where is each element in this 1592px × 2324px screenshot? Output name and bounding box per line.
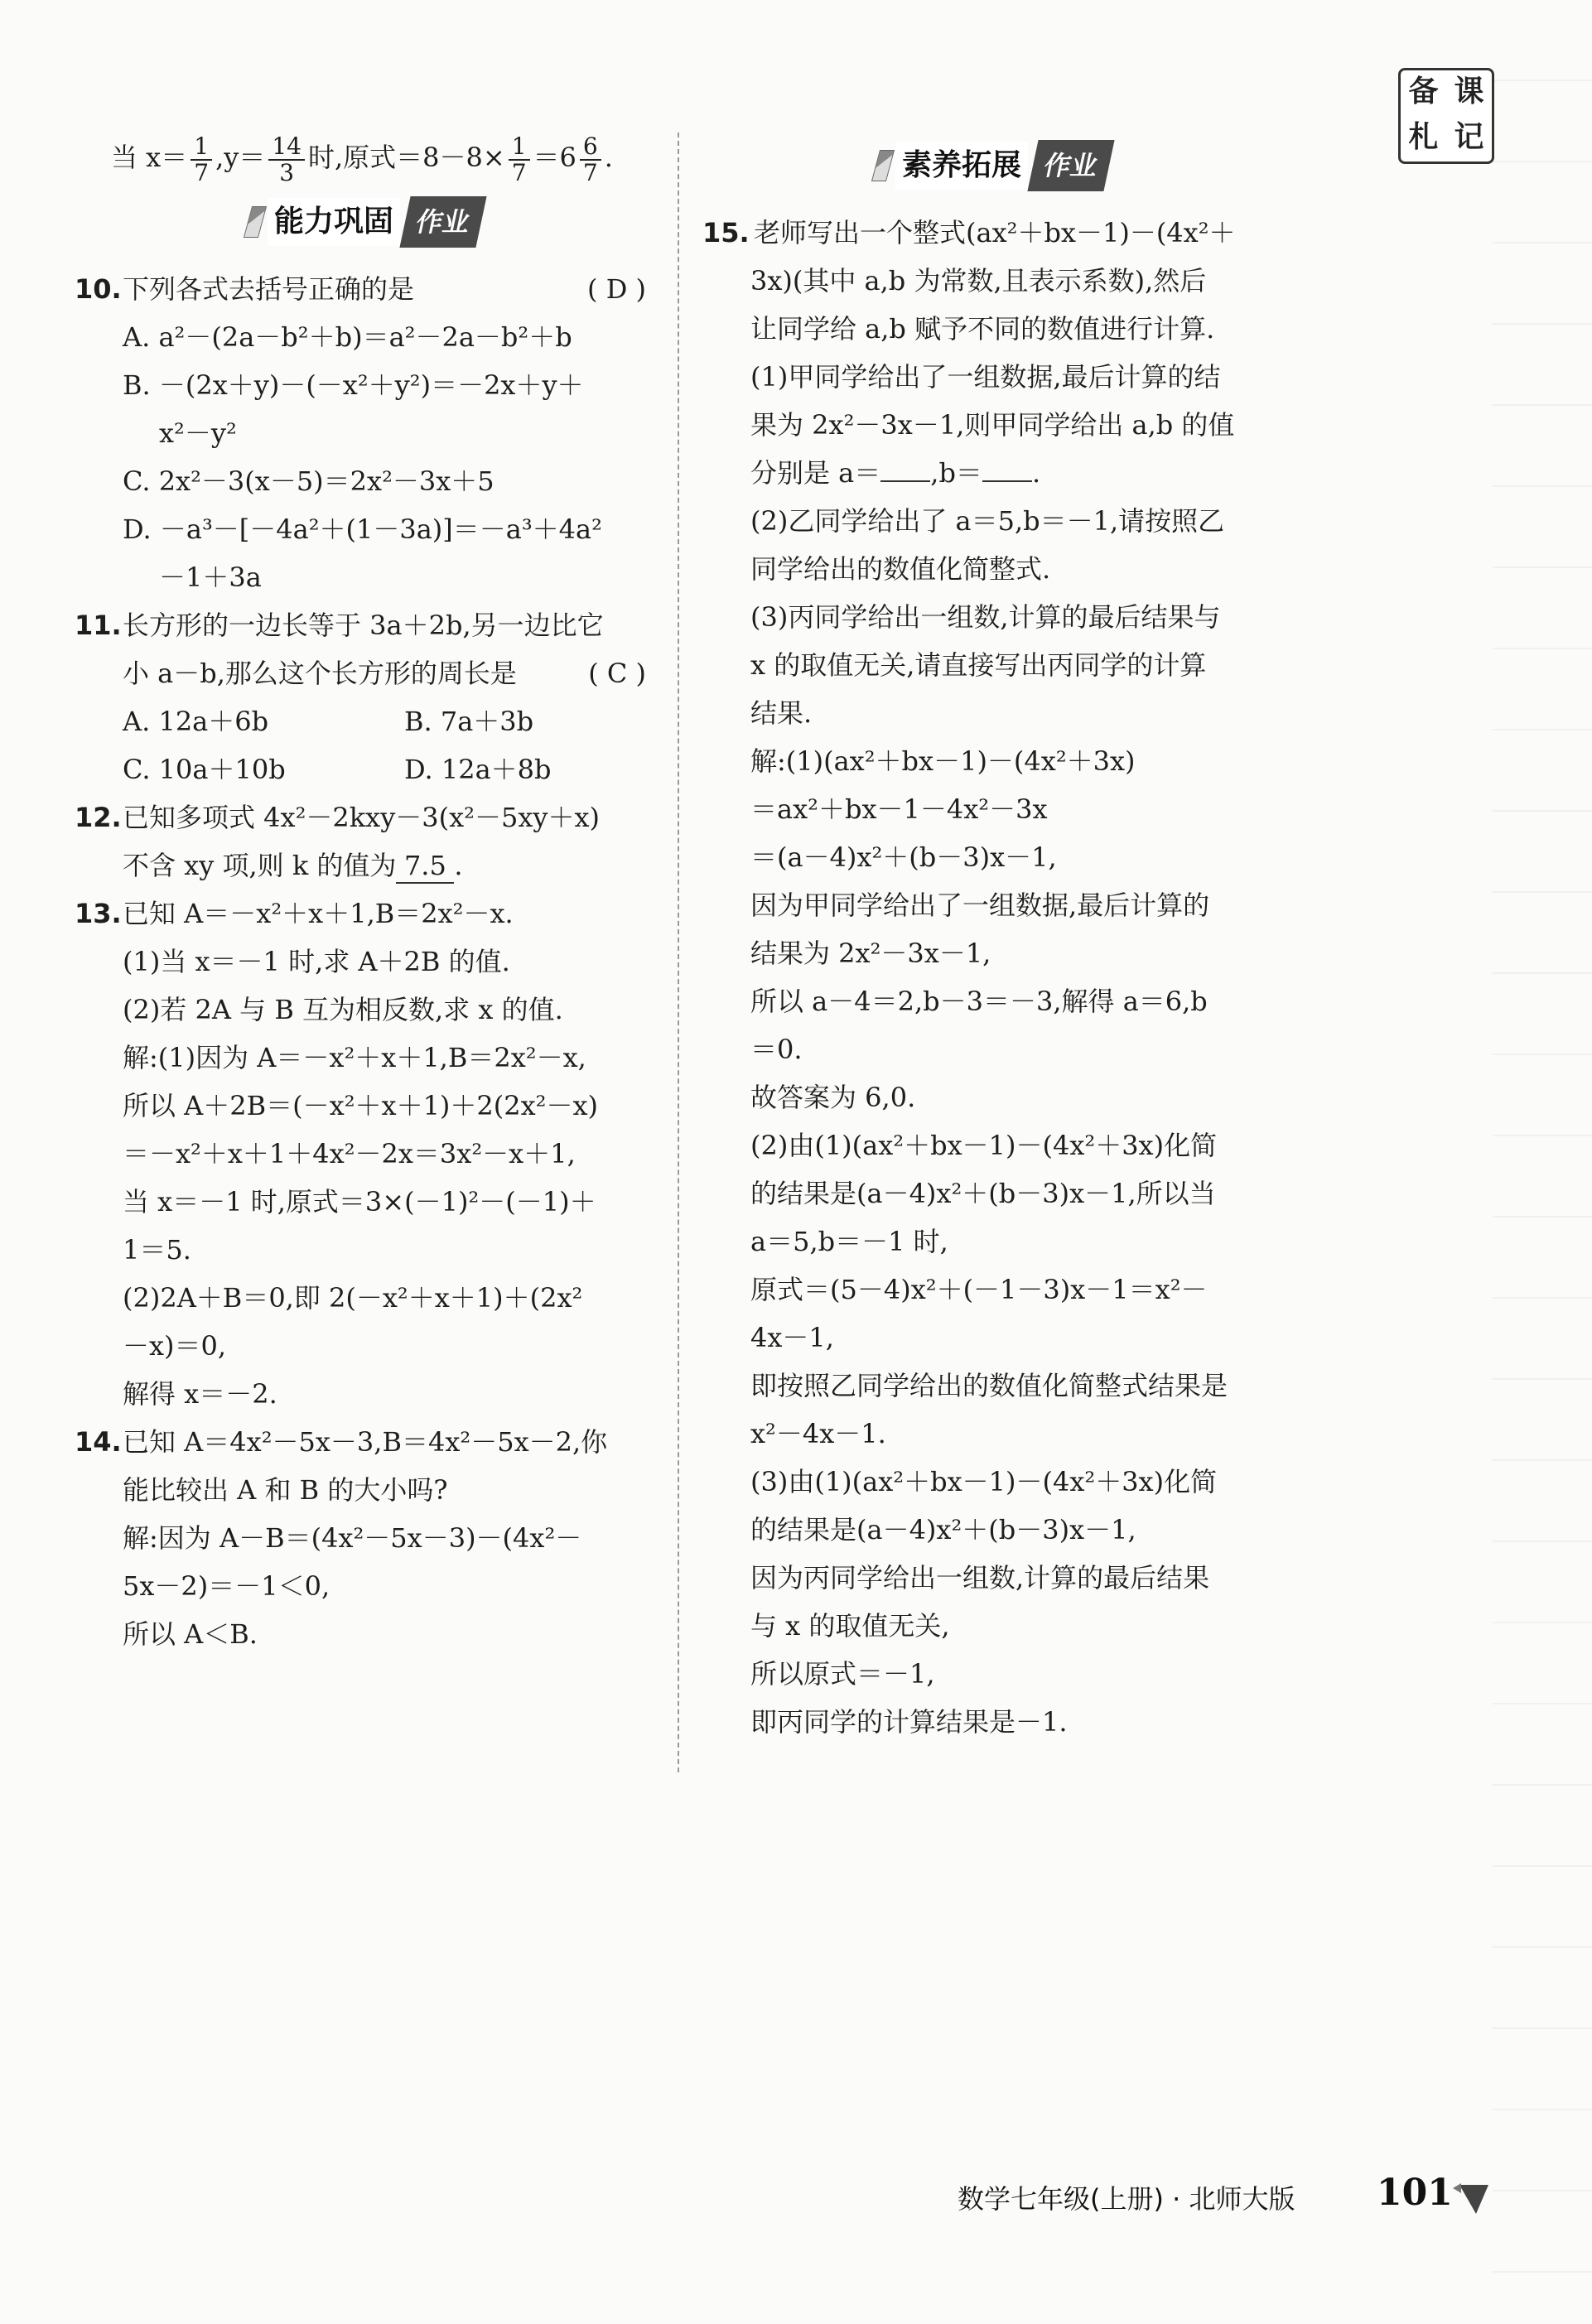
question-12-cont: 不含 xy 项,则 k 的值为 7.5 . xyxy=(75,841,654,890)
options-ab: A. 12a＋6b B. 7a＋3b xyxy=(123,706,534,737)
solution-line: 结果为 2x²－3x－1, xyxy=(750,938,991,969)
question-14: 14.已知 A＝4x²－5x－3,B＝4x²－5x－2,你 xyxy=(75,1426,608,1458)
answer-blank: 7.5 xyxy=(396,849,454,884)
stamp-char: 记 xyxy=(1454,120,1484,154)
note-stamp xyxy=(1398,68,1494,164)
arrow-deco-icon xyxy=(1451,2177,1493,2218)
q15-line: 同学给出的数值化简整式. xyxy=(750,553,1051,585)
option-a: A. a²－(2a－b²＋b)＝a²－2a－b²＋b xyxy=(123,321,572,353)
stamp-char: 课 xyxy=(1454,75,1484,108)
solution-line: 解得 x＝－2. xyxy=(123,1378,277,1410)
solution-line: 当 x＝－1 时,原式＝3×(－1)²－(－1)＋ xyxy=(123,1186,596,1217)
stamp-char: 备 xyxy=(1408,75,1439,108)
fraction: $\frac{1}{7}$ xyxy=(509,134,530,186)
q15-line: 结果. xyxy=(750,697,813,729)
q13-part2: (2)若 2A 与 B 互为相反数,求 x 的值. xyxy=(123,994,563,1025)
solution-line: 的结果是(a－4)x²＋(b－3)x－1,所以当 xyxy=(750,1178,1216,1209)
answer-choice: ( D ) xyxy=(587,273,646,305)
question-12: 12.已知多项式 4x²－2kxy－3(x²－5xy＋x) xyxy=(75,802,601,833)
page-number: 101 xyxy=(1377,2172,1453,2214)
answer-choice: ( C ) xyxy=(588,658,646,689)
q13-part1: (1)当 x＝－1 时,求 A＋2B 的值. xyxy=(123,946,510,977)
option-b-cont: x²－y² xyxy=(159,417,237,449)
solution-line: 4x－1, xyxy=(750,1322,834,1353)
section-title-ability: 能力巩固 作业 xyxy=(75,195,654,248)
solution-line: ＝(a－4)x²＋(b－3)x－1, xyxy=(750,841,1057,873)
q15-line: 分别是 a＝ ,b＝ . xyxy=(750,457,1041,489)
solution-line: 即丙同学的计算结果是－1. xyxy=(750,1706,1068,1738)
question-11: 11.长方形的一边长等于 3a＋2b,另一边比它 xyxy=(75,610,604,641)
solution-line: (2)2A＋B＝0,即 2(－x²＋x＋1)＋(2x² xyxy=(123,1282,583,1314)
solution-line: 因为甲同学给出了一组数据,最后计算的 xyxy=(750,890,1210,921)
answer-blank xyxy=(982,480,1032,482)
column-divider xyxy=(678,133,679,1772)
solution-line: (2)由(1)(ax²＋bx－1)－(4x²＋3x)化简 xyxy=(750,1130,1218,1161)
solution-line: ＝0. xyxy=(750,1034,803,1065)
solution-line: 解:(1)(ax²＋bx－1)－(4x²＋3x) xyxy=(750,745,1136,777)
margin-lines xyxy=(1493,0,1592,2324)
solution-line: x²－4x－1. xyxy=(750,1418,886,1449)
question-11-cont: 小 a－b,那么这个长方形的周长是 ( C ) xyxy=(75,649,654,697)
solution-line: 解:(1)因为 A＝－x²＋x＋1,B＝2x²－x, xyxy=(123,1042,586,1073)
solution-line: 所以 A＋2B＝(－x²＋x＋1)＋2(2x²－x) xyxy=(123,1090,599,1121)
stamp-char: 札 xyxy=(1408,120,1439,154)
q15-line: 3x)(其中 a,b 为常数,且表示系数),然后 xyxy=(750,265,1207,297)
option-b: B. －(2x＋y)－(－x²＋y²)＝－2x＋y＋ xyxy=(123,369,584,401)
solution-line: －x)＝0, xyxy=(123,1330,227,1362)
option-d-cont: －1＋3a xyxy=(159,562,262,593)
solution-line: 原式＝(5－4)x²＋(－1－3)x－1＝x²－ xyxy=(750,1274,1208,1305)
left-column xyxy=(75,124,654,1658)
fraction: $\frac{1}{7}$ xyxy=(191,134,212,186)
q15-line: 让同学给 a,b 赋予不同的数值进行计算. xyxy=(750,313,1215,345)
question-15: 15. 老师写出一个整式(ax²＋bx－1)－(4x²＋ xyxy=(702,217,1236,248)
q15-line: (2)乙同学给出了 a＝5,b＝－1,请按照乙 xyxy=(750,505,1225,537)
q15-line: (3)丙同学给出一组数,计算的最后结果与 xyxy=(750,601,1221,633)
solution-line: 解:因为 A－B＝(4x²－5x－3)－(4x²－ xyxy=(123,1522,582,1554)
book-title: 数学七年级(上册) · 北师大版 xyxy=(958,2183,1295,2215)
solution-line: (3)由(1)(ax²＋bx－1)－(4x²＋3x)化简 xyxy=(750,1466,1218,1497)
solution-line: 所以 a－4＝2,b－3＝－3,解得 a＝6,b xyxy=(750,986,1208,1017)
answer-blank xyxy=(880,480,930,482)
intro-line: 当 x＝ $\frac{1}{7}$ ,y＝ $\frac{14}{3}$ 时,原式＝8－8× $\frac{1}{7}$ ＝6 $\frac{6}{7}$ . xyxy=(111,132,613,186)
solution-line: 所以原式＝－1, xyxy=(750,1658,935,1690)
solution-line: a＝5,b＝－1 时, xyxy=(750,1226,948,1257)
q15-line: (1)甲同学给出了一组数据,最后计算的结 xyxy=(750,361,1221,393)
fraction: $\frac{14}{3}$ xyxy=(268,134,305,186)
question-10: 10.下列各式去括号正确的是 ( D ) xyxy=(75,265,654,313)
solution-line: 5x－2)＝－1＜0, xyxy=(123,1570,330,1602)
fraction: $\frac{6}{7}$ xyxy=(580,134,601,186)
question-14-cont: 能比较出 A 和 B 的大小吗? xyxy=(123,1474,448,1506)
solution-line: 1＝5. xyxy=(123,1234,191,1266)
solution-line: 即按照乙同学给出的数值化简整式结果是 xyxy=(750,1370,1228,1401)
right-column xyxy=(702,124,1282,1746)
solution-line: 因为丙同学给出一组数,计算的最后结果 xyxy=(750,1562,1210,1594)
options-cd: C. 10a＋10b D. 12a＋8b xyxy=(123,754,552,785)
solution-line: 与 x 的取值无关, xyxy=(750,1610,950,1642)
solution-line: 故答案为 6,0. xyxy=(750,1082,916,1113)
solution-line: ＝－x²＋x＋1＋4x²－2x＝3x²－x＋1, xyxy=(123,1138,576,1169)
solution-line: ＝ax²＋bx－1－4x²－3x xyxy=(750,793,1048,825)
option-c: C. 2x²－3(x－5)＝2x²－3x＋5 xyxy=(123,465,494,497)
option-d: D. －a³－[－4a²＋(1－3a)]＝－a³＋4a² xyxy=(123,513,602,545)
pencil-icon xyxy=(244,206,267,238)
pencil-icon xyxy=(871,150,895,181)
solution-line: 所以 A＜B. xyxy=(123,1618,258,1650)
q15-line: 果为 2x²－3x－1,则甲同学给出 a,b 的值 xyxy=(750,409,1235,441)
question-13: 13.已知 A＝－x²＋x＋1,B＝2x²－x. xyxy=(75,898,514,929)
solution-line: 的结果是(a－4)x²＋(b－3)x－1, xyxy=(750,1514,1136,1545)
q15-line: x 的取值无关,请直接写出丙同学的计算 xyxy=(750,649,1207,681)
section-title-extension: 素养拓展 作业 xyxy=(702,139,1282,192)
